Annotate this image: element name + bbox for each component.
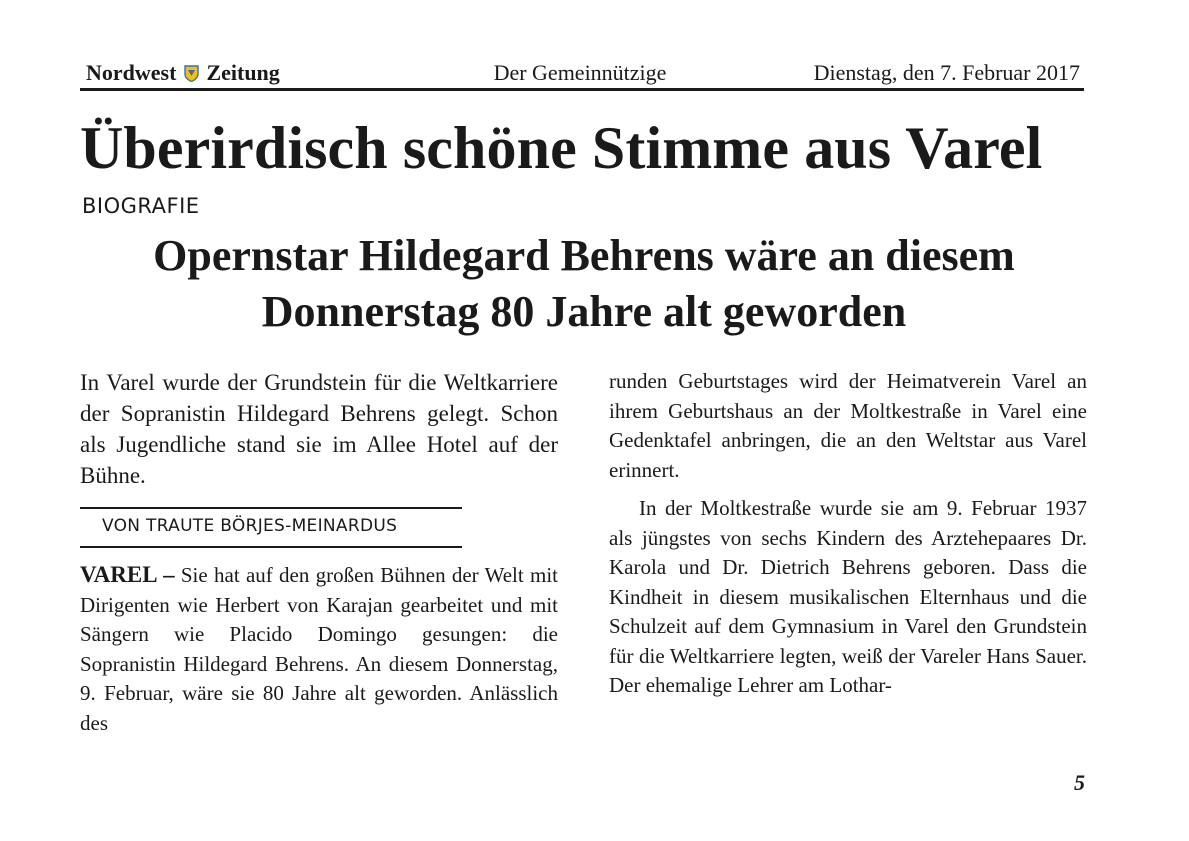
byline: VON TRAUTE BÖRJES-MEINARDUS [80,507,462,548]
article-column-left [80,367,558,738]
brand-name-right: Zeitung [206,60,280,85]
section-name: Der Gemeinnützige [493,60,667,85]
subhead-line-2: Donnerstag 80 Jahre alt geworden [261,287,907,336]
body-paragraph-3: In der Moltkestraße wurde sie am 9. Februar 1937 als jüngstes von sechs Kindern des Arztehepaares Dr. Karola und Dr. Dietrich Behrens geboren. Dass die Kindheit in diesem musikalischen Elternhaus und die Schulzeit auf dem Gymnasium in Varel den Grundstein für die Weltkarriere legten, weiß der Vareler Hans Sauer. Der ehemalige Lehrer am Lothar- [609,496,1087,697]
body-paragraph-2: runden Geburtstages wird der Heimatverein Varel an ihrem Geburtshaus an der Moltkestraße in Varel eine Gedenktafel anbringen, die an den Weltstar aus Varel erinnert. [609,369,1087,482]
coat-of-arms-icon [184,65,199,82]
teaser: In Varel wurde der Grundstein für die Weltkarriere der Sopranistin Hildegard Behrens gelegt. Schon als Jugendliche stand sie im Allee Hotel auf der Bühne. [80,370,558,488]
issue-date: Dienstag, den 7. Februar 2017 [813,60,1080,85]
brand-name-left: Nordwest [86,60,177,85]
article-column-right [609,367,1087,701]
body-paragraph-1 [80,560,558,738]
page-number: 5 [1074,770,1085,795]
body-text-left: Sie hat auf den großen Bühnen der Welt mit Dirigenten wie Herbert von Karajan gearbeitet und mit Sängern wie Placido Domingo gesungen: die Sopranistin Hildegard Behrens. An diesem Donnerstag, 9. Februar, wäre sie 80 Jahre alt geworden. Anlässlich des [80,563,559,735]
subheadline [80,228,1088,340]
kicker: BIOGRAFIE [82,194,200,218]
masthead [80,56,1084,91]
headline: Überirdisch schöne Stimme aus Varel [80,115,1043,181]
dateline: VAREL – [80,562,175,587]
subhead-line-1: Opernstar Hildegard Behrens wäre an diesem [153,231,1015,280]
newspaper-brand [86,60,280,86]
